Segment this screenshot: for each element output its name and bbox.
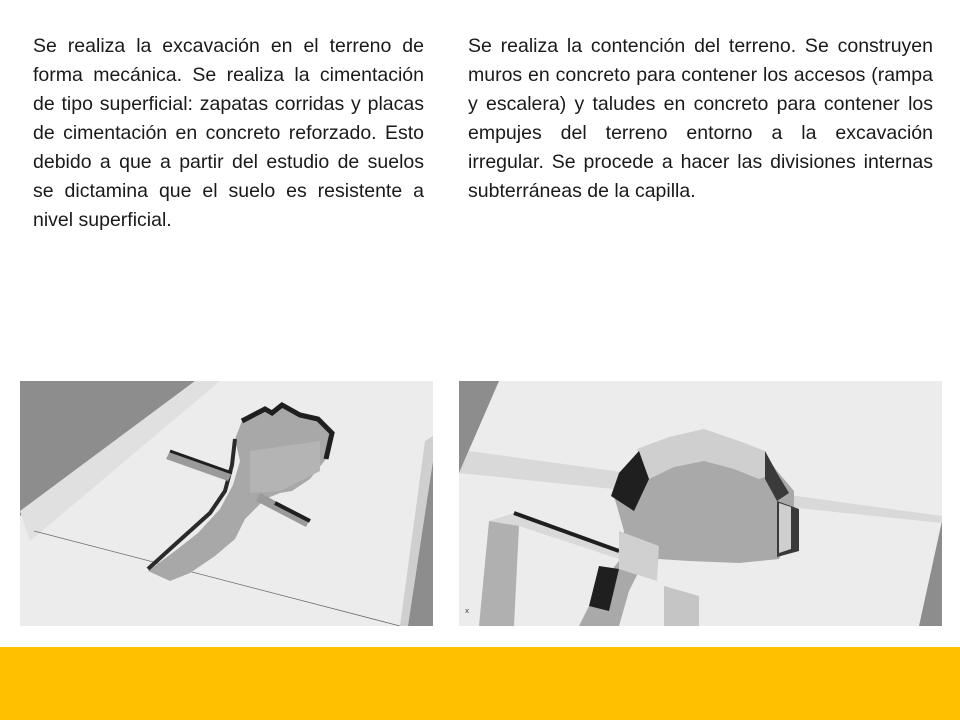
retaining-walls-3d-render-icon [459, 381, 942, 626]
footer-accent-bar [0, 647, 960, 720]
excavation-description: Se realiza la excavación en el terreno de forma mecánica. Se realiza la cimentación de tipo superficial: zapatas corridas y placas de cimentación en concreto reforzado. Esto debido a que a partir del estudio de suelos se dictamina que el suelo es resistente a nivel superficial. [33, 35, 424, 231]
svg-text:x: x [465, 607, 470, 615]
excavation-3d-render-icon [20, 381, 433, 626]
containment-description: Se realiza la contención del terreno. Se construyen muros en concreto para contener los accesos (rampa y escalera) y taludes en concreto para contener los empujes del terreno entorno a la excavación irregular. Se procede a hacer las divisiones internas subterráneas de la capilla. [468, 35, 933, 202]
excavation-render-image [20, 381, 433, 626]
retaining-walls-render-image [459, 381, 942, 626]
